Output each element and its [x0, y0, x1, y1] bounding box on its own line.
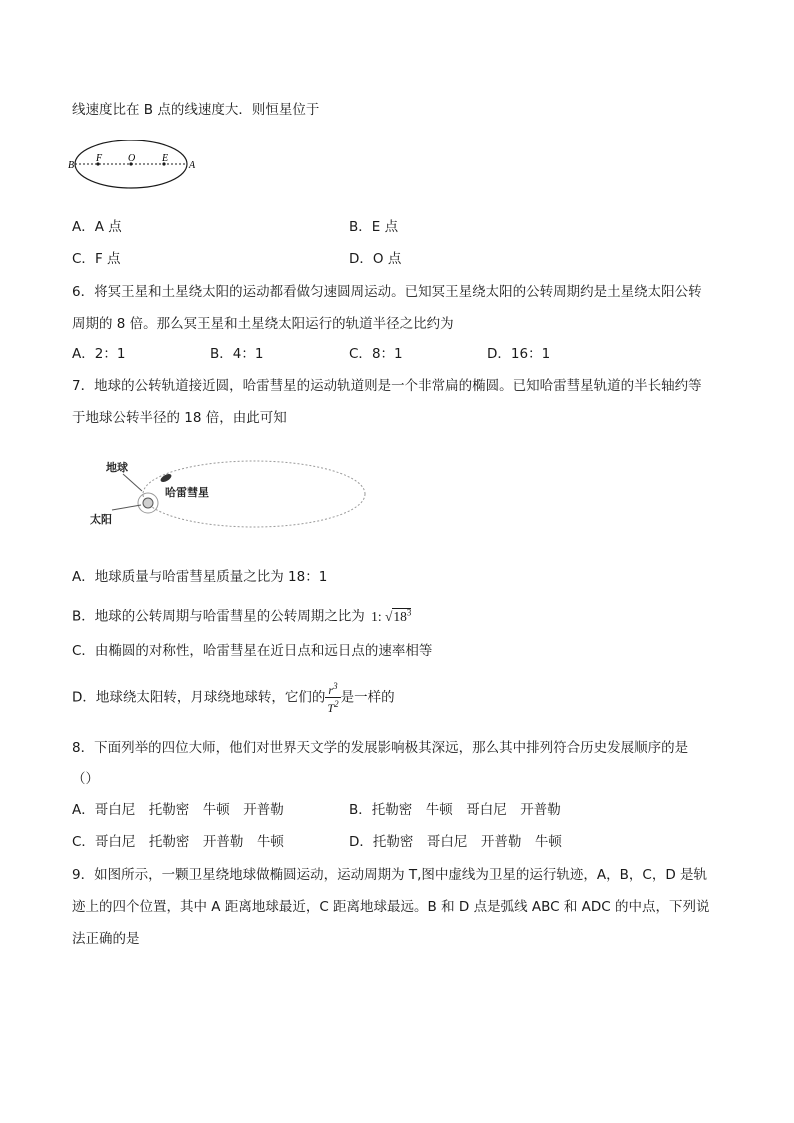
label-b: B: [68, 160, 75, 171]
q5-option-c[interactable]: C．F 点: [72, 251, 121, 267]
r3-over-t2-fraction: $\frac{r^3}{T^2}$: [327, 681, 339, 715]
q8-option-c[interactable]: C．哥白尼 托勒密 开普勒 牛顿: [72, 834, 284, 850]
q5-option-a[interactable]: A．A 点: [72, 219, 122, 235]
q7-option-a[interactable]: A．地球质量与哈雷彗星质量之比为 18：1: [72, 569, 328, 585]
q7-stem-line2: 于地球公转半径的 18 倍，由此可知: [72, 410, 287, 426]
q5-stem: 线速度比在 B 点的线速度大．则恒星位于: [72, 102, 320, 118]
q6-option-d[interactable]: D．16：1: [487, 346, 551, 362]
earth-label: 地球: [106, 461, 128, 474]
label-e: E: [162, 153, 169, 164]
q9-stem-line3: 法正确的是: [72, 931, 140, 947]
q8-option-d[interactable]: D．托勒密 哥白尼 开普勒 牛顿: [349, 834, 562, 850]
q8-stem-line2: （）: [72, 771, 99, 787]
q8-stem-line1: 8．下面列举的四位大师，他们对世界天文学的发展影响极其深远，那么其中排列符合历史发展顺序的是: [72, 740, 689, 756]
q7-option-b[interactable]: B．地球的公转周期与哈雷彗星的公转周期之比为 1: $√18^3$: [72, 607, 412, 625]
q8-option-a[interactable]: A．哥白尼 托勒密 牛顿 开普勒: [72, 802, 284, 818]
q6-option-a[interactable]: A．2：1: [72, 346, 126, 362]
q8-option-b[interactable]: B．托勒密 牛顿 哥白尼 开普勒: [349, 802, 561, 818]
q6-option-b[interactable]: B．4：1: [210, 346, 264, 362]
q7-option-c[interactable]: C．由椭圆的对称性，哈雷彗星在近日点和远日点的速率相等: [72, 643, 433, 659]
q7-halley-figure: [80, 455, 372, 535]
q9-stem-line1: 9．如图所示，一颗卫星绕地球做椭圆运动，运动周期为 T,图中虚线为卫星的运行轨迹，A，B，C，D 是轨: [72, 867, 708, 883]
q5-ellipse-figure: [68, 140, 203, 196]
sun-icon: [143, 498, 153, 508]
q7-stem-line1: 7．地球的公转轨道接近圆，哈雷彗星的运动轨道则是一个非常扁的椭圆。已知哈雷彗星轨道的半长轴约等: [72, 378, 702, 394]
comet-label: 哈雷彗星: [165, 486, 209, 499]
q6-stem-line1: 6．将冥王星和土星绕太阳的运动都看做匀速圆周运动。已知冥王星绕太阳的公转周期约是土星绕太阳公转: [72, 284, 702, 300]
label-f: F: [96, 153, 103, 164]
q5-option-d[interactable]: D．O 点: [349, 251, 402, 267]
sun-pointer: [112, 505, 141, 510]
q9-stem-line2: 迹上的四个位置，其中 A 距离地球最近，C 距离地球最远。B 和 D 点是弧线 ABC 和 ADC 的中点，下列说: [72, 899, 710, 915]
q6-option-c[interactable]: C．8：1: [349, 346, 403, 362]
q6-stem-line2: 周期的 8 倍。那么冥王星和土星绕太阳运行的轨道半径之比约为: [72, 316, 454, 332]
label-o: O: [128, 153, 136, 164]
comet-icon: [159, 472, 172, 483]
q5-option-b[interactable]: B．E 点: [349, 219, 399, 235]
sun-label: 太阳: [90, 513, 112, 526]
label-a: A: [189, 160, 196, 171]
earth-pointer: [123, 474, 142, 491]
q7-option-d[interactable]: D．地球绕太阳转，月球绕地球转，它们的 $\frac{r^3}{T^2}$ 是一样的: [72, 681, 395, 715]
